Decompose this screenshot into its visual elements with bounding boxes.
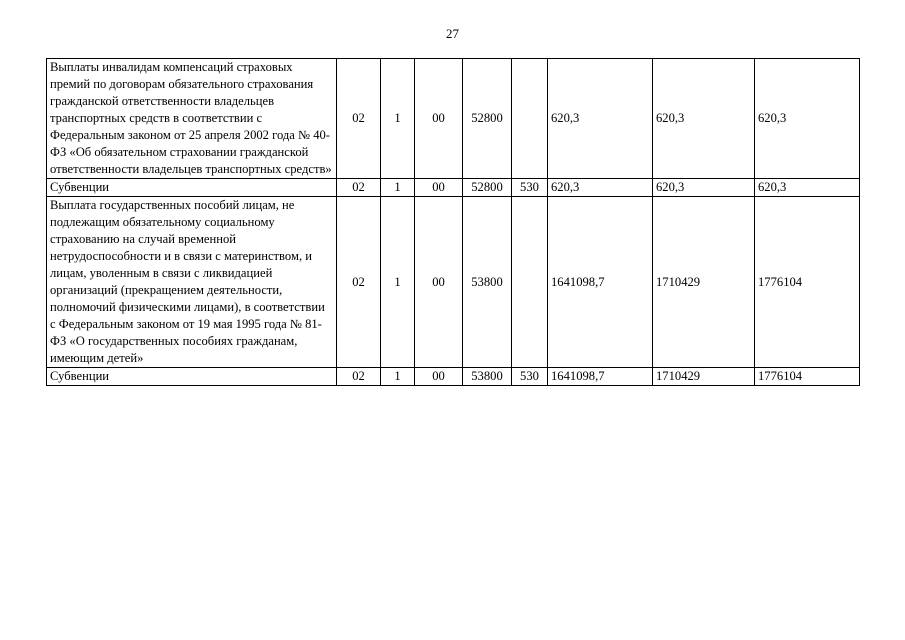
program-code: 00 [415, 197, 463, 368]
amount-year-3: 1776104 [755, 197, 860, 368]
amount-year-1: 620,3 [548, 179, 653, 197]
amount-year-1: 1641098,7 [548, 368, 653, 386]
row-description: Выплата государственных пособий лицам, не подлежащим обязательному социальному страхованию на случай временной нетрудоспособности и в связи с материнством, и лицам, уволенным в связи с ликвидацией организаций (прекращением деятельности, полномочий физическими лицами), в соответствии с Федеральным законом от 19 мая 1995 года № 81-ФЗ «О государственных пособиях гражданам, имеющим детей» [47, 197, 337, 368]
amount-year-3: 1776104 [755, 368, 860, 386]
amount-year-1: 1641098,7 [548, 197, 653, 368]
target-article-code: 52800 [463, 179, 512, 197]
row-description: Субвенции [47, 368, 337, 386]
section-code: 02 [337, 59, 381, 179]
amount-year-3: 620,3 [755, 179, 860, 197]
table-row [47, 59, 860, 179]
target-article-code: 52800 [463, 59, 512, 179]
section-code: 02 [337, 368, 381, 386]
amount-year-1: 620,3 [548, 59, 653, 179]
subsection-code: 1 [381, 197, 415, 368]
amount-year-2: 620,3 [653, 179, 755, 197]
budget-table [46, 58, 860, 386]
program-code: 00 [415, 59, 463, 179]
expense-type-code [512, 197, 548, 368]
table-row [47, 368, 860, 386]
subsection-code: 1 [381, 368, 415, 386]
section-code: 02 [337, 197, 381, 368]
target-article-code: 53800 [463, 368, 512, 386]
row-description: Выплаты инвалидам компенсаций страховых премий по договорам обязательного страхования гражданской ответственности владельцев транспортных средств в соответствии с Федеральным законом от 25 апреля 2002 года № 40-ФЗ «Об обязательном страховании гражданской ответственности владельцев транспортных средств» [47, 59, 337, 179]
expense-type-code: 530 [512, 368, 548, 386]
program-code: 00 [415, 179, 463, 197]
subsection-code: 1 [381, 179, 415, 197]
expense-type-code: 530 [512, 179, 548, 197]
table-row [47, 179, 860, 197]
subsection-code: 1 [381, 59, 415, 179]
table-row [47, 197, 860, 368]
section-code: 02 [337, 179, 381, 197]
target-article-code: 53800 [463, 197, 512, 368]
row-description: Субвенции [47, 179, 337, 197]
expense-type-code [512, 59, 548, 179]
program-code: 00 [415, 368, 463, 386]
page-number: 27 [446, 26, 459, 41]
amount-year-2: 1710429 [653, 368, 755, 386]
amount-year-3: 620,3 [755, 59, 860, 179]
amount-year-2: 620,3 [653, 59, 755, 179]
amount-year-2: 1710429 [653, 197, 755, 368]
